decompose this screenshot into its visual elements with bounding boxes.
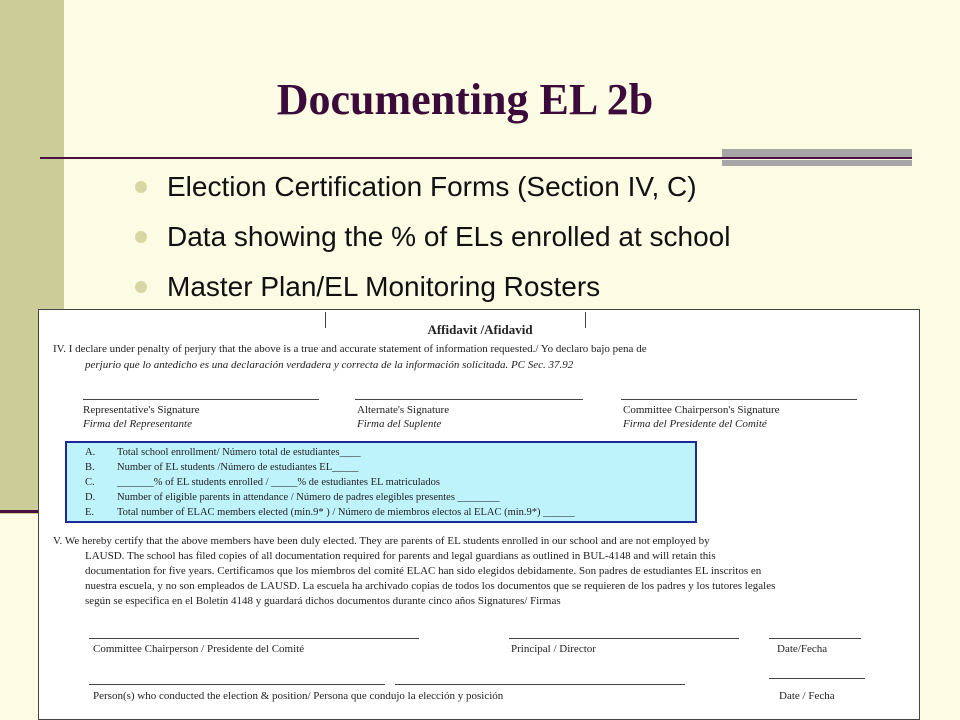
label-date: Date/Fecha <box>777 643 828 655</box>
label-date-2: Date / Fecha <box>779 690 835 702</box>
signature-line-chairperson <box>621 399 857 400</box>
bullet-text: Election Certification Forms (Section IV, C) <box>167 171 697 202</box>
title-accent-bar <box>722 149 912 157</box>
item-text: Total number of ELAC members elected (min.9* ) / Número de miembros electos al ELAC (min.9*) ______ <box>117 507 575 518</box>
title-underline <box>40 157 912 159</box>
item-letter: E. <box>85 507 95 518</box>
signature-label-representative-es: Firma del Representante <box>83 418 192 430</box>
section-v-line-3: documentation for five years. Certificamos que los miembros del comité ELAC han sido elegidos debidamente. Son padres de estudiantes EL inscritos en <box>85 565 762 577</box>
signature-line-alternate <box>355 399 583 400</box>
signature-line-representative <box>83 399 319 400</box>
slide-title: Documenting EL 2b <box>276 75 654 124</box>
bullet-text: Master Plan/EL Monitoring Rosters <box>167 271 601 302</box>
section-iv-line-1: IV. I declare under penalty of perjury that the above is a true and accurate statement of information requested./ Yo declaro bajo pena de <box>53 343 647 355</box>
label-election-conductor: Person(s) who conducted the election & position/ Persona que condujo la elección y posición <box>93 690 504 702</box>
signature-line-date-2 <box>769 678 865 679</box>
bullet-dot-icon <box>135 281 147 293</box>
signature-line-election-conductor-b <box>395 684 685 685</box>
section-iv-line-2: perjurio que lo antedicho es una declaración verdadera y correcta de la información solicitada. PC Sec. 37.92 <box>85 359 574 371</box>
item-text: Number of EL students /Número de estudiantes EL_____ <box>117 462 359 473</box>
item-text: Number of eligible parents in attendance / Número de padres elegibles presentes ________ <box>117 492 500 503</box>
highlighted-enrollment-box <box>65 441 697 523</box>
bullet-dot-icon <box>135 231 147 243</box>
section-v-line-4: nuestra escuela, y no son empleados de LAUSD. La escuela ha archivado copias de todos los documentos que se requieren de los padres y los tutores legales <box>85 580 776 592</box>
bullet-dot-icon <box>135 181 147 193</box>
left-band-rule <box>0 510 40 513</box>
signature-label-chairperson-es: Firma del Presidente del Comité <box>623 418 767 430</box>
signature-line-date <box>769 638 861 639</box>
section-v-line-5: según se especifica en el Boletín 4148 y guardará dichos documentos durante cinco años Signatures/ Firmas <box>85 595 561 607</box>
item-letter: C. <box>85 477 95 488</box>
item-letter: D. <box>85 492 96 503</box>
signature-line-election-conductor-a <box>89 684 385 685</box>
bullet-item <box>133 166 730 216</box>
bullet-text: Data showing the % of ELs enrolled at school <box>167 221 731 252</box>
section-v-line-2: LAUSD. The school has filed copies of all documentation required for parents and legal guardians as outlined in BUL-4148 and will retain this <box>85 550 716 562</box>
item-text: Total school enrollment/ Número total de estudiantes____ <box>117 447 361 458</box>
item-letter: A. <box>85 447 96 458</box>
signature-label-chairperson: Committee Chairperson's Signature <box>623 404 780 416</box>
label-principal: Principal / Director <box>511 643 596 655</box>
title-accent-bar-lower <box>722 160 912 166</box>
affidavit-title: Affidavit /Afidavid <box>427 322 533 337</box>
item-text: _______% of EL students enrolled / _____% de estudiantes EL matriculados <box>117 477 440 488</box>
signature-label-alternate: Alternate's Signature <box>357 404 450 416</box>
bullet-item <box>133 216 730 266</box>
signature-label-representative: Representative's Signature <box>83 404 200 416</box>
signature-label-alternate-es: Firma del Suplente <box>357 418 442 430</box>
section-v-line-1: V. We hereby certify that the above members have been duly elected. They are parents of EL students enrolled in our school and are not employed by <box>53 535 710 547</box>
item-letter: B. <box>85 462 95 473</box>
bullet-list <box>133 166 730 316</box>
signature-line-committee-chair <box>89 638 419 639</box>
signature-line-principal <box>509 638 739 639</box>
label-committee-chair: Committee Chairperson / Presidente del Comité <box>93 643 305 655</box>
scanned-affidavit-form <box>38 309 920 720</box>
